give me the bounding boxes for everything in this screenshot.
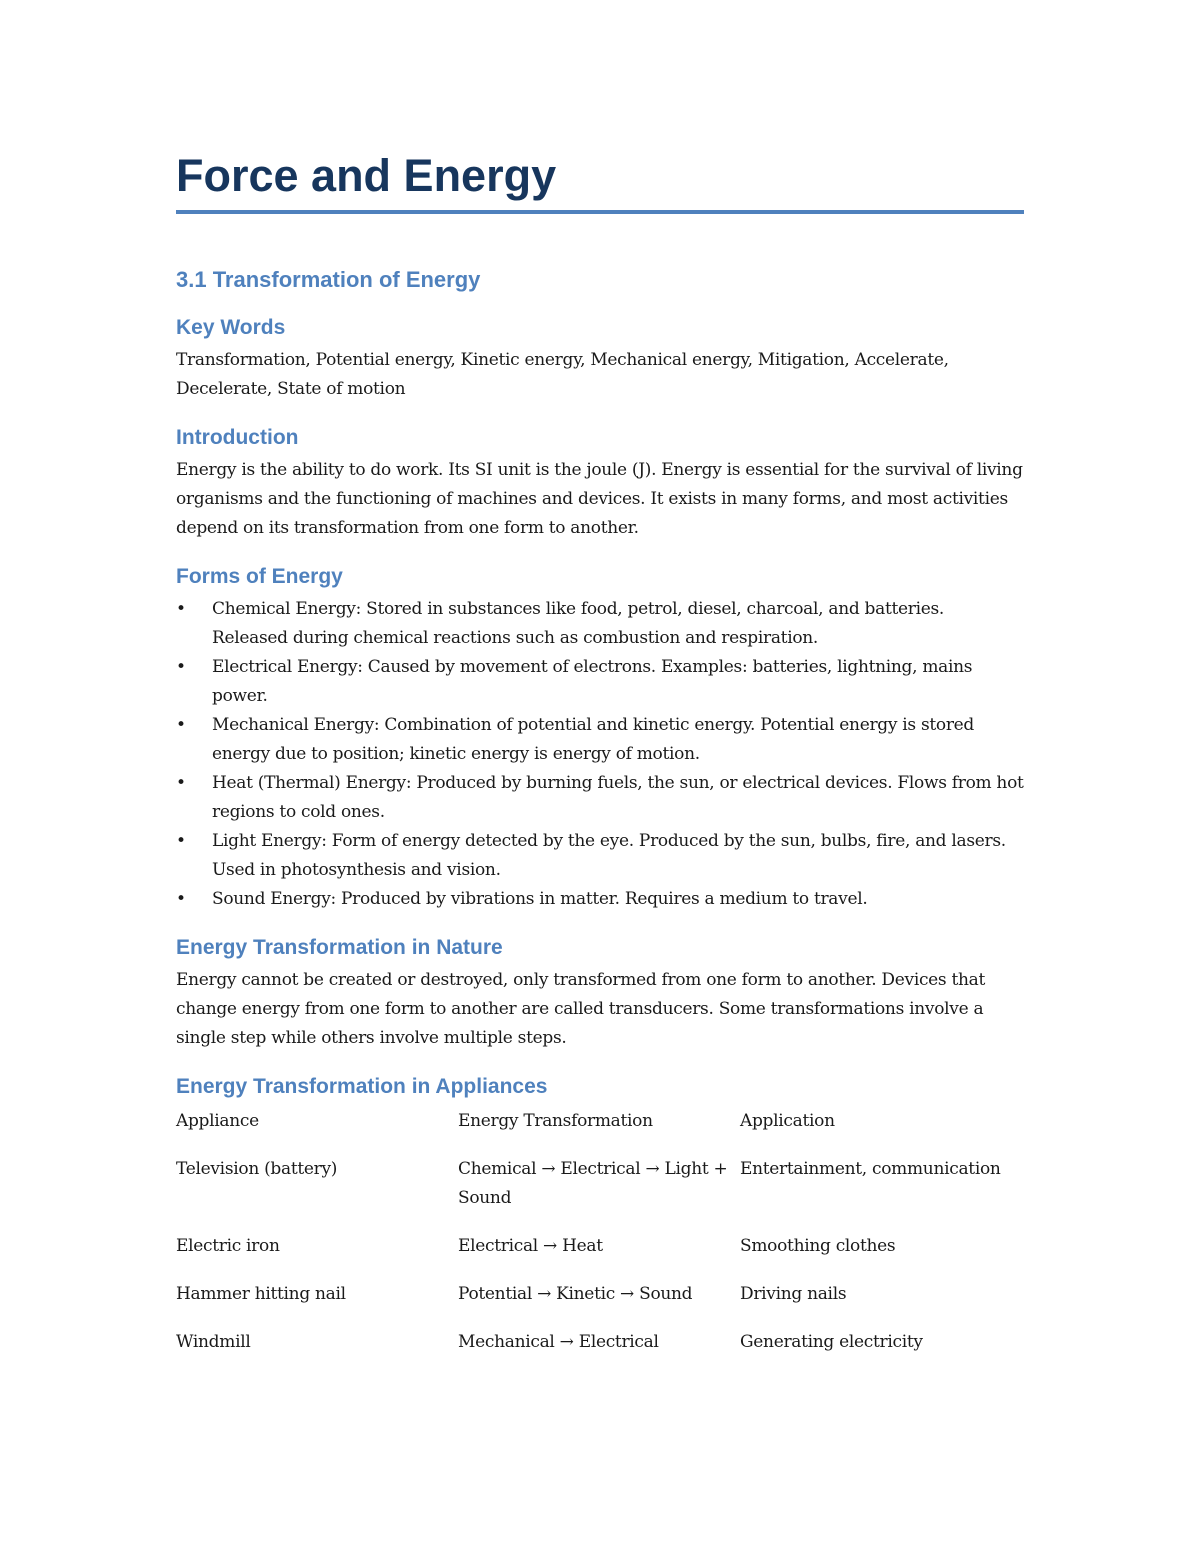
table-cell: Generating electricity xyxy=(740,1332,923,1352)
introduction-text: Energy is the ability to do work. Its SI unit is the joule (J). Energy is essential for the survival of living organisms and the functioning of machines and devices. It exists in many forms, and most activities depend on its transformation from one form to another. xyxy=(176,460,1023,538)
forms-of-energy-heading: Forms of Energy xyxy=(176,565,343,588)
key-words-heading: Key Words xyxy=(176,316,286,339)
table-row xyxy=(176,1155,1024,1232)
table-cell: Entertainment, communication xyxy=(740,1159,1001,1179)
list-item-text: Heat (Thermal) Energy: Produced by burning fuels, the sun, or electrical devices. Flows from hot regions to cold ones. xyxy=(212,773,1024,822)
appliances-table xyxy=(176,1107,1024,1376)
list-item-text: Light Energy: Form of energy detected by the eye. Produced by the sun, bulbs, fire, and lasers. Used in photosynthesis and vision. xyxy=(212,831,1006,880)
table-cell: Hammer hitting nail xyxy=(176,1284,346,1304)
table-cell: Chemical → Electrical → Light + Sound xyxy=(458,1159,728,1208)
list-item-text: Chemical Energy: Stored in substances like food, petrol, diesel, charcoal, and batteries. Released during chemical reactions such as combustion and respiration. xyxy=(212,599,945,648)
table-cell: Smoothing clothes xyxy=(740,1236,896,1256)
section-heading: 3.1 Transformation of Energy xyxy=(176,267,481,292)
bullet-icon: • xyxy=(176,715,186,735)
table-cell: Driving nails xyxy=(740,1284,847,1304)
forms-of-energy-list xyxy=(176,595,1024,914)
bullet-icon: • xyxy=(176,831,186,851)
table-row xyxy=(176,1232,1024,1280)
list-item xyxy=(176,711,1024,769)
bullet-icon: • xyxy=(176,599,186,619)
nature-heading: Energy Transformation in Nature xyxy=(176,936,503,959)
column-header-appliance: Appliance xyxy=(176,1111,259,1131)
list-item-text: Sound Energy: Produced by vibrations in matter. Requires a medium to travel. xyxy=(212,889,868,909)
nature-text: Energy cannot be created or destroyed, only transformed from one form to another. Devices that change energy from one form to another are called transducers. Some transformations involve a single step while others involve multiple steps. xyxy=(176,970,986,1048)
table-row xyxy=(176,1280,1024,1328)
column-header-transformation: Energy Transformation xyxy=(458,1111,653,1131)
key-words-text: Transformation, Potential energy, Kinetic energy, Mechanical energy, Mitigation, Accelerate, Decelerate, State of motion xyxy=(176,350,949,399)
list-item-text: Mechanical Energy: Combination of potential and kinetic energy. Potential energy is stored energy due to position; kinetic energy is energy of motion. xyxy=(212,715,974,764)
list-item xyxy=(176,595,1024,653)
document-page xyxy=(176,150,1024,1376)
column-header-application: Application xyxy=(740,1111,835,1131)
bullet-icon: • xyxy=(176,773,186,793)
title-underline xyxy=(176,210,1024,214)
bullet-icon: • xyxy=(176,889,186,909)
list-item xyxy=(176,769,1024,827)
list-item xyxy=(176,653,1024,711)
table-cell: Television (battery) xyxy=(176,1159,338,1179)
introduction-heading: Introduction xyxy=(176,426,299,449)
document-title: Force and Energy xyxy=(176,150,557,201)
list-item xyxy=(176,827,1024,885)
table-cell: Potential → Kinetic → Sound xyxy=(458,1284,693,1304)
table-cell: Windmill xyxy=(176,1332,251,1352)
list-item-text: Electrical Energy: Caused by movement of electrons. Examples: batteries, lightning, mains power. xyxy=(212,657,973,706)
appliances-heading: Energy Transformation in Appliances xyxy=(176,1075,548,1098)
table-row xyxy=(176,1328,1024,1376)
table-header-row xyxy=(176,1107,1024,1155)
list-item xyxy=(176,885,1024,914)
table-cell: Electrical → Heat xyxy=(458,1236,603,1256)
table-cell: Mechanical → Electrical xyxy=(458,1332,659,1352)
table-cell: Electric iron xyxy=(176,1236,280,1256)
bullet-icon: • xyxy=(176,657,186,677)
